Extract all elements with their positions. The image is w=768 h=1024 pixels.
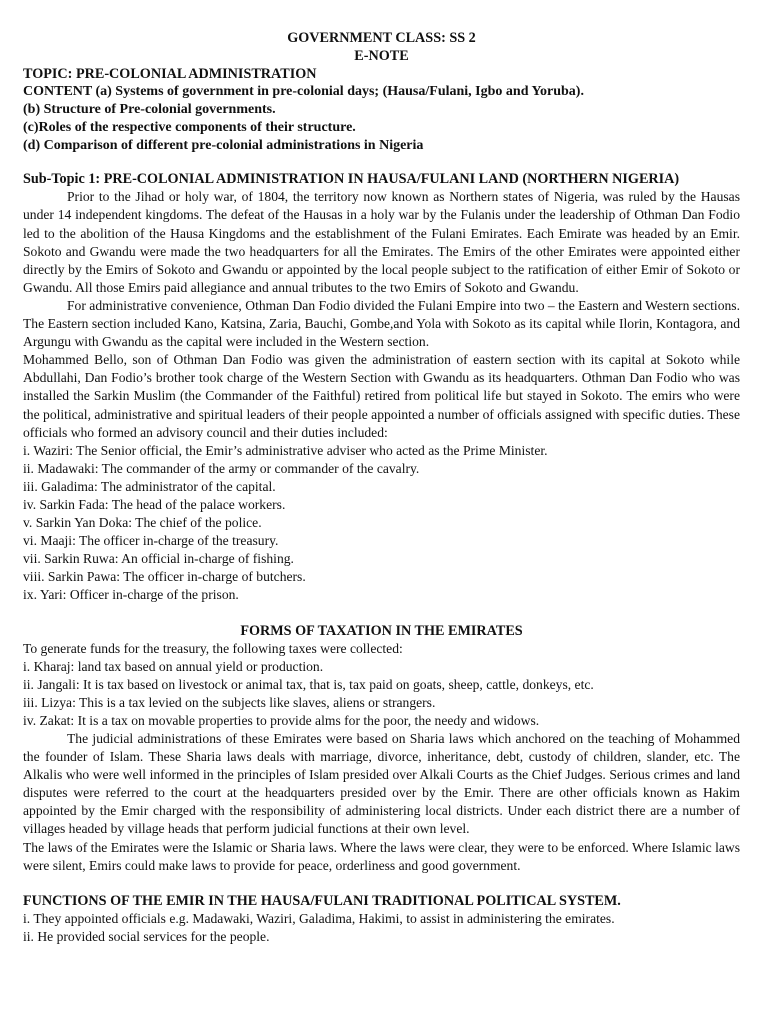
- paragraph-laws: The laws of the Emirates were the Islamic or Sharia laws. Where the laws were clear, they were to be enforced. Where Islamic laws were silent, Emirs could make laws to provide for peace, orderliness and good government.: [23, 839, 740, 873]
- paragraph-sections: For administrative convenience, Othman Dan Fodio divided the Fulani Empire into two – the Eastern and Western sections. The Eastern section included Kano, Katsina, Zaria, Bauchi, Gombe,and Yola with Sokoto as its capital while Ilorin, Kontagora, and Argungu with Gwandu as the capital were included in the Western section.: [23, 297, 740, 350]
- list-item: v. Sarkin Yan Doka: The chief of the police.: [23, 515, 262, 531]
- functions-heading: FUNCTIONS OF THE EMIR IN THE HAUSA/FULANI TRADITIONAL POLITICAL SYSTEM.: [23, 892, 621, 909]
- list-item: ii. He provided social services for the people.: [23, 928, 270, 944]
- subtopic-heading: Sub-Topic 1: PRE-COLONIAL ADMINISTRATION IN HAUSA/FULANI LAND (NORTHERN NIGERIA): [23, 171, 680, 188]
- paragraph-jihad: Prior to the Jihad or holy war, of 1804, the territory now known as Northern states of Nigeria, was ruled by the Hausas under 14 independent kingdoms. The defeat of the Hausas in a holy war by the Fulanis under the leadership of Othman Dan Fodio led to the abolition of the Hausa Kingdoms and the establishment of the Fulani Emirates. Each Emirate was headed by an Emir. Sokoto and Gwandu were made the two headquarters for all the Emirates. The Emirs of the other Emirates were appointed either directly by the Emirs of Sokoto and Gwandu or appointed by the local people subject to the ratification of either Emir of Sokoto or Gwandu. All those Emirs paid allegiance and annual tributes to the two Emirs of Sokoto and Gwandu.: [23, 189, 740, 295]
- content-line-a: CONTENT (a) Systems of government in pre-colonial days; (Hausa/Fulani, Igbo and Yoruba).: [23, 84, 584, 99]
- taxation-heading: FORMS OF TAXATION IN THE EMIRATES: [240, 622, 523, 639]
- content-line-b: (b) Structure of Pre-colonial governments.: [23, 102, 276, 118]
- taxes-list: [23, 658, 740, 730]
- list-item: viii. Sarkin Pawa: The officer in-charge of butchers.: [23, 569, 306, 585]
- list-item: iv. Sarkin Fada: The head of the palace workers.: [23, 496, 286, 512]
- list-item: iii. Lizya: This is a tax levied on the subjects like slaves, aliens or strangers.: [23, 694, 436, 710]
- list-item: vii. Sarkin Ruwa: An official in-charge of fishing.: [23, 551, 294, 567]
- officials-list: [23, 442, 740, 605]
- list-item: ii. Madawaki: The commander of the army or commander of the cavalry.: [23, 460, 420, 476]
- list-item: iii. Galadima: The administrator of the capital.: [23, 478, 276, 494]
- list-item: vi. Maaji: The officer in-charge of the treasury.: [23, 533, 279, 549]
- paragraph-mohammed-bello: Mohammed Bello, son of Othman Dan Fodio was given the administration of eastern section with its capital at Sokoto while Abdullahi, Dan Fodio’s brother took charge of the Western Section with Gwandu as its headquarters. Othman Dan Fodio who was installed the Sarkin Muslim (the Commander of the Faithful) retired from political life but stayed in Sokoto. The emirs who were the political, administrative and spiritual leaders of their people appointed a number of officials assigned with specific duties. These officials who formed an advisory council and their duties included:: [23, 352, 740, 440]
- paragraph-judicial: The judicial administrations of these Emirates were based on Sharia laws which anchored on the teaching of Mohammed the founder of Islam. These Sharia laws deals with marriage, divorce, inheritance, debt, custody of children, slander, etc. The Alkalis who were well informed in the principles of Islam presided over Alkali Courts as the Chief Judges. Serious crimes and land disputes were referred to the court at the headquarters presided over by the Emir. There are other officials known as Hakim appointed by the Emir charged with the responsibility of administering local districts. Under each district there are a number of villages headed by village heads that perform judicial functions at their own level.: [23, 731, 740, 837]
- content-line-d: (d) Comparison of different pre-colonial administrations in Nigeria: [23, 138, 424, 154]
- list-item: i. Kharaj: land tax based on annual yield or production.: [23, 658, 324, 674]
- list-item: ix. Yari: Officer in-charge of the prison.: [23, 587, 239, 603]
- taxation-intro: To generate funds for the treasury, the following taxes were collected:: [23, 640, 403, 656]
- list-item: i. Waziri: The Senior official, the Emir’s administrative adviser who acted as the Prime Minister.: [23, 442, 548, 458]
- topic-heading: TOPIC: PRE-COLONIAL ADMINISTRATION: [23, 66, 317, 82]
- content-line-c: (c)Roles of the respective components of their structure.: [23, 120, 356, 136]
- enote-heading: E-NOTE: [354, 48, 409, 64]
- class-heading: GOVERNMENT CLASS: SS 2: [287, 30, 476, 46]
- list-item: iv. Zakat: It is a tax on movable properties to provide alms for the poor, the needy and widows.: [23, 712, 540, 728]
- functions-list: [23, 910, 740, 946]
- list-item: ii. Jangali: It is tax based on livestock or animal tax, that is, tax paid on goats, sheep, cattle, donkeys, etc.: [23, 676, 594, 692]
- list-item: i. They appointed officials e.g. Madawaki, Waziri, Galadima, Hakimi, to assist in administering the emirates.: [23, 910, 615, 926]
